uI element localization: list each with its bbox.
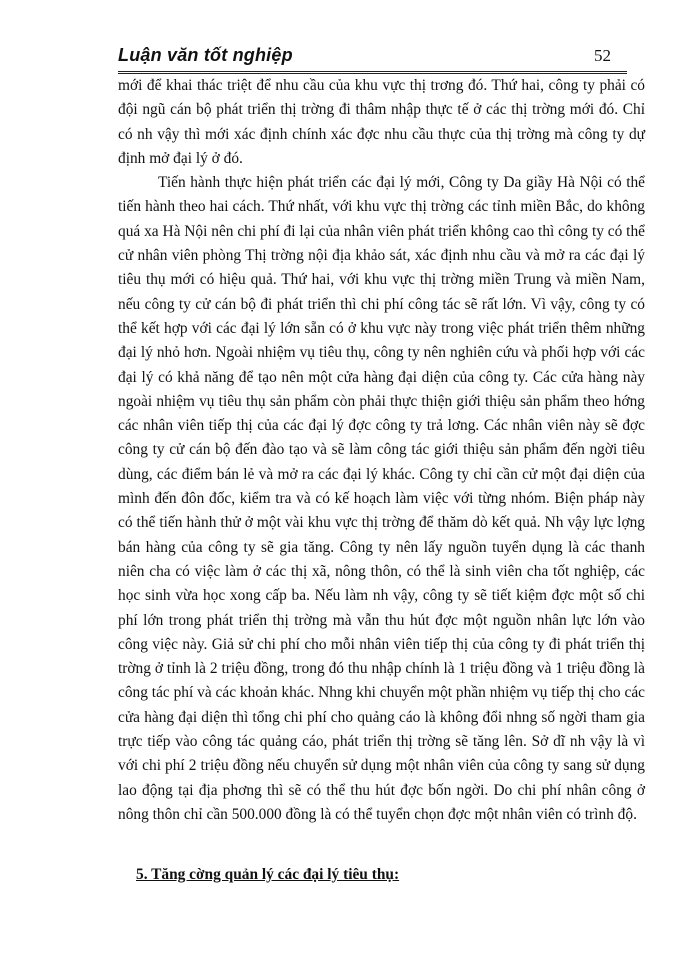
page-header bbox=[118, 45, 627, 74]
body-text bbox=[118, 74, 645, 827]
section-heading: 5. Tăng cờng quản lý các đại lý tiêu thụ: bbox=[136, 866, 400, 883]
paragraph-continuation: mới để khai thác triệt để nhu cầu của khu vực thị trơng đó. Thứ hai, công ty phải có đội ngũ cán bộ phát triển thị trờng đi thâm nhập thực tế ở các thị trờng mới đó. Chỉ có nh vậy thì mới xác định chính xác đợc nhu cầu thực của thị trờng mà công ty dự định mở đại lý ở đó. bbox=[118, 77, 645, 167]
paragraph-development-methods: Tiến hành thực hiện phát triển các đại lý mới, Công ty Da giầy Hà Nội có thể tiến hành theo hai cách. Thứ nhất, với khu vực thị trờng các tỉnh miền Bắc, do không quá xa Hà Nội nên chi phí đi lại của nhân viên phát triển không cao thì công ty có thể cử nhân viên phòng Thị trờng nội địa khảo sát, xác định nhu cầu và mở ra các đại lý tiêu thụ mới có hiệu quả. Thứ hai, với khu vực thị trờng miền Trung và miền Nam, nếu công ty cử cán bộ đi phát triển thì chi phí công tác sẽ rất lớn. Vì vậy, công ty có thể kết hợp với các đại lý lớn sẵn có ở khu vực này trong việc phát triển thêm những đại lý nhỏ hơn. Ngoài nhiệm vụ tiêu thụ, công ty nên nghiên cứu và phối hợp với các đại lý có khả năng để tạo nên một cửa hàng đại diện của công ty. Các cửa hàng này ngoài nhiệm vụ tiêu thụ sản phẩm còn phải thực thiện giới thiệu sản phẩm theo hớng các nhân viên tiếp thị của các đại lý đợc công ty trả lơng. Các nhân viên này sẽ đợc công ty cử cán bộ đến đào tạo và sẽ làm công tác giới thiệu sản phẩm đến ngời tiêu dùng, các điểm bán lẻ và mở ra các đại lý khác. Công ty chỉ cần cử một đại diện của mình đến đôn đốc, kiểm tra và có kế hoạch làm việc với từng nhóm. Biện pháp này có thể tiến hành thử ở một vài khu vực thị trờng để thăm dò kết quả. Nh vậy lực lợng bán hàng của công ty sẽ gia tăng. Công ty nên lấy nguồn tuyển dụng là các thanh niên cha có việc làm ở các thị xã, nông thôn, có thể là sinh viên cha tốt nghiệp, các học sinh vừa học xong cấp ba. Nếu làm nh vậy, công ty sẽ tiết kiệm đợc một số chi phí lớn trong phát triển thị trờng mà vẫn thu hút đợc một nguồn nhân lực lớn vào công việc này. Giả sử chi phí cho mỗi nhân viên tiếp thị của công ty đi phát triển thị trờng ở tỉnh là 2 triệu đồng, trong đó thu nhập chính là 1 triệu đồng và 1 triệu đồng là công tác phí và các khoản khác. Nhng khi chuyển một phần nhiệm vụ tiếp thị cho các cửa hàng đại diện thì tổng chi phí cho quảng cáo là không đổi nhng số ngời tham gia trực tiếp vào công tác quảng cáo, phát triển thị trờng sẽ tăng lên. Sở dĩ nh vậy là vì với chi phí 2 triệu đồng nếu chuyển sử dụng một nhân viên của công ty sang sử dụng lao động tại địa phơng thì sẽ có thể thu hút đợc bốn ngời. Do chi phí nhân công ở nông thôn chỉ cần 500.000 đồng là có thể tuyển chọn đợc một nhân viên có trình độ. bbox=[118, 174, 645, 823]
header-title: Luận văn tốt nghiệp bbox=[118, 45, 293, 65]
page-number: 52 bbox=[594, 46, 611, 65]
